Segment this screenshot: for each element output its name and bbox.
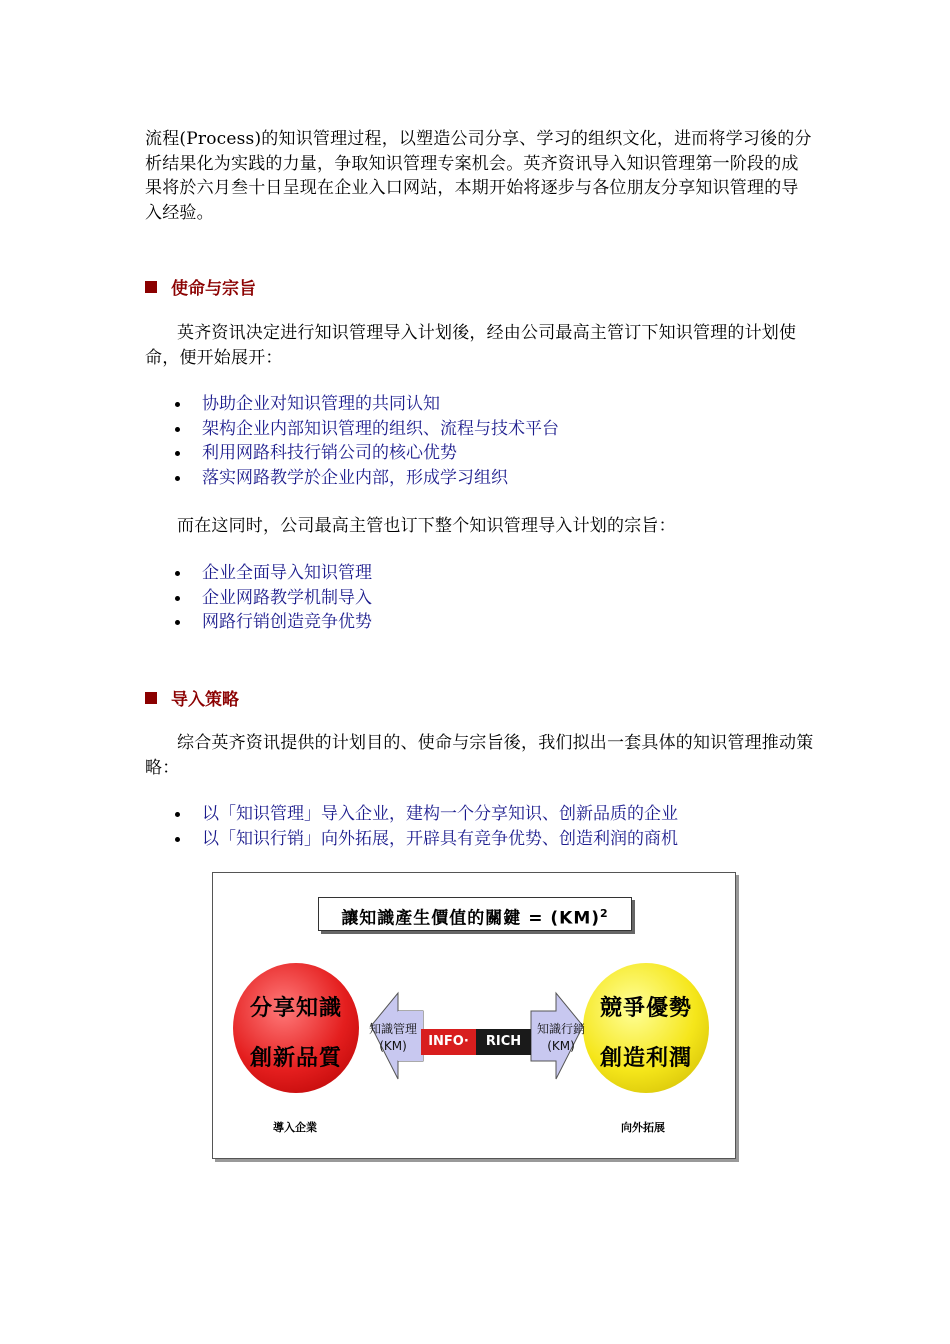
list-item: 以「知识行销」向外拓展，开辟具有竞争优势、创造利润的商机 (145, 827, 845, 852)
strategy-list (145, 802, 845, 851)
section-heading-mission: 使命与宗旨 (145, 274, 256, 299)
left-arrow-label: 知識管理 (KM) (368, 1022, 417, 1053)
list-item: 架构企业内部知识管理的组织、流程与技术平台 (145, 417, 845, 442)
strategy-paragraph: 综合英齐资讯提供的计划目的、使命与宗旨後，我们拟出一套具体的知识管理推动策略： (145, 733, 814, 778)
square-bullet-icon (145, 281, 157, 293)
left-caption: 導入企業 (273, 1121, 317, 1134)
list-item: 网路行销创造竞争优势 (145, 610, 845, 635)
purpose-paragraph: 而在这同时，公司最高主管也订下整个知识管理导入计划的宗旨： (177, 516, 676, 536)
diagram-title: 讓知識產生價值的關鍵 = (KM)$^2$ (318, 897, 632, 931)
right-caption: 向外拓展 (621, 1121, 665, 1134)
km-diagram (212, 872, 736, 1159)
list-item: 企业网路教学机制导入 (145, 586, 845, 611)
intro-paragraph (145, 127, 815, 225)
purpose-list (145, 561, 845, 635)
right-circle: 競爭優勢 創造利潤 (583, 963, 709, 1093)
mission-list (145, 392, 845, 490)
list-item: 以「知识管理」导入企业，建构一个分享知识、创新品质的企业 (145, 802, 845, 827)
square-bullet-icon (145, 692, 157, 704)
mission-paragraph: 英齐资讯决定进行知识管理导入计划後，经由公司最高主管订下知识管理的计划使命，便开始展开： (145, 323, 797, 368)
list-item: 利用网路科技行销公司的核心优势 (145, 441, 845, 466)
right-arrow-label: 知識行銷 (KM) (536, 1022, 585, 1053)
intro-text: 流程(Process)的知识管理过程，以塑造公司分享、学习的组织文化，进而将学习後的分析结果化为实践的力量，争取知识管理专案机会。英齐资讯导入知识管理第一阶段的成果将於六月叁十日呈现在企业入口网站，本期开始将逐步与各位朋友分享知识管理的导入经验。 (145, 129, 812, 223)
info-rich-logo: INFO· RICH (421, 1029, 531, 1055)
list-item: 落实网路教学於企业内部，形成学习组织 (145, 466, 845, 491)
list-item: 协助企业对知识管理的共同认知 (145, 392, 845, 417)
left-circle: 分享知識 創新品質 (233, 963, 359, 1093)
section-heading-strategy: 导入策略 (145, 685, 239, 710)
list-item: 企业全面导入知识管理 (145, 561, 845, 586)
